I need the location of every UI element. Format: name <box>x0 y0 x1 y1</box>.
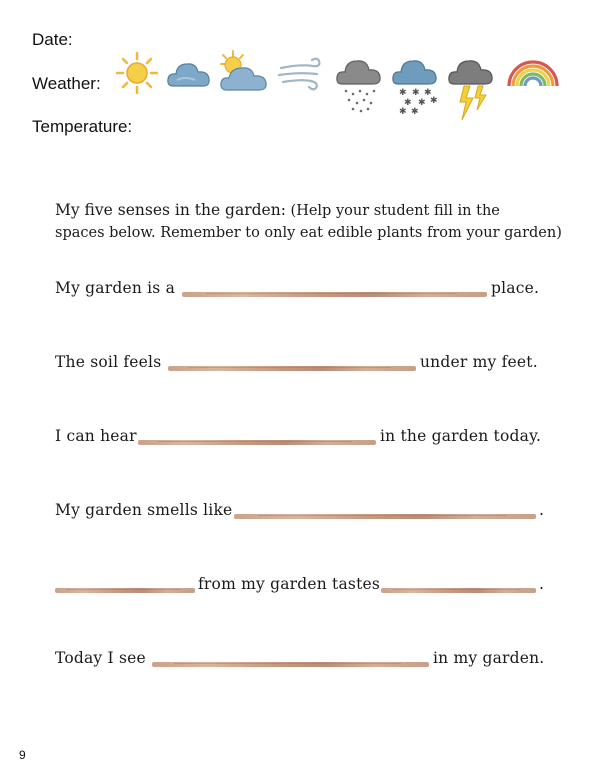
partly-cloudy-icon <box>217 50 271 96</box>
cloud-icon <box>165 50 213 96</box>
sentence-text: . <box>539 501 545 519</box>
sentence-text: My garden is a <box>55 279 176 297</box>
sun-icon <box>114 50 160 96</box>
sentence-can-hear <box>55 427 555 453</box>
snow-cloud-icon <box>390 50 440 116</box>
svg-text:✱: ✱ <box>430 96 438 106</box>
sentence-text: place. <box>491 279 540 297</box>
section-title: My five senses in the garden: <box>55 201 286 219</box>
temperature-label: Temperature: <box>32 117 133 136</box>
svg-text:✱: ✱ <box>418 98 426 108</box>
sentence-tastes <box>55 575 555 601</box>
sentence-text: in my garden. <box>433 649 545 667</box>
rainbow-icon <box>505 50 561 96</box>
page-number: 9 <box>19 748 26 762</box>
wind-icon <box>277 50 327 96</box>
sentence-garden-is <box>55 279 555 305</box>
fill-in-blank[interactable] <box>138 440 376 445</box>
rain-cloud-icon <box>334 50 384 114</box>
svg-text:✱: ✱ <box>424 88 432 98</box>
sentence-smells-like <box>55 501 555 527</box>
sentence-text: My garden smells like <box>55 501 233 519</box>
sentence-text: I can hear <box>55 427 137 445</box>
instructions-block <box>55 199 575 244</box>
sentence-text: Today I see <box>55 649 146 667</box>
fill-in-blank[interactable] <box>234 514 536 519</box>
svg-text:✱: ✱ <box>404 98 412 108</box>
instructions-text-2: spaces below. Remember to only eat edible plants from your garden) <box>55 225 562 241</box>
svg-text:✱: ✱ <box>399 107 407 116</box>
storm-cloud-icon <box>446 50 498 124</box>
date-label: Date: <box>32 30 73 49</box>
sentence-text: . <box>539 575 545 593</box>
svg-text:✱: ✱ <box>412 88 420 98</box>
fill-in-blank[interactable] <box>381 588 536 593</box>
instructions-text-1: (Help your student fill in the <box>290 203 500 219</box>
fill-in-blank[interactable] <box>152 662 429 667</box>
sentence-soil-feels <box>55 353 555 379</box>
svg-text:✱: ✱ <box>399 88 407 98</box>
sentence-text: The soil feels <box>55 353 162 371</box>
sentence-today-see <box>55 649 555 675</box>
sentence-text: in the garden today. <box>380 427 542 445</box>
weather-label: Weather: <box>32 74 101 93</box>
fill-in-blank[interactable] <box>55 588 195 593</box>
sentence-text: from my garden tastes <box>198 575 381 593</box>
svg-text:✱: ✱ <box>411 107 419 116</box>
sentence-text: under my feet. <box>420 353 538 371</box>
fill-in-blank[interactable] <box>168 366 416 371</box>
fill-in-blank[interactable] <box>182 292 487 297</box>
